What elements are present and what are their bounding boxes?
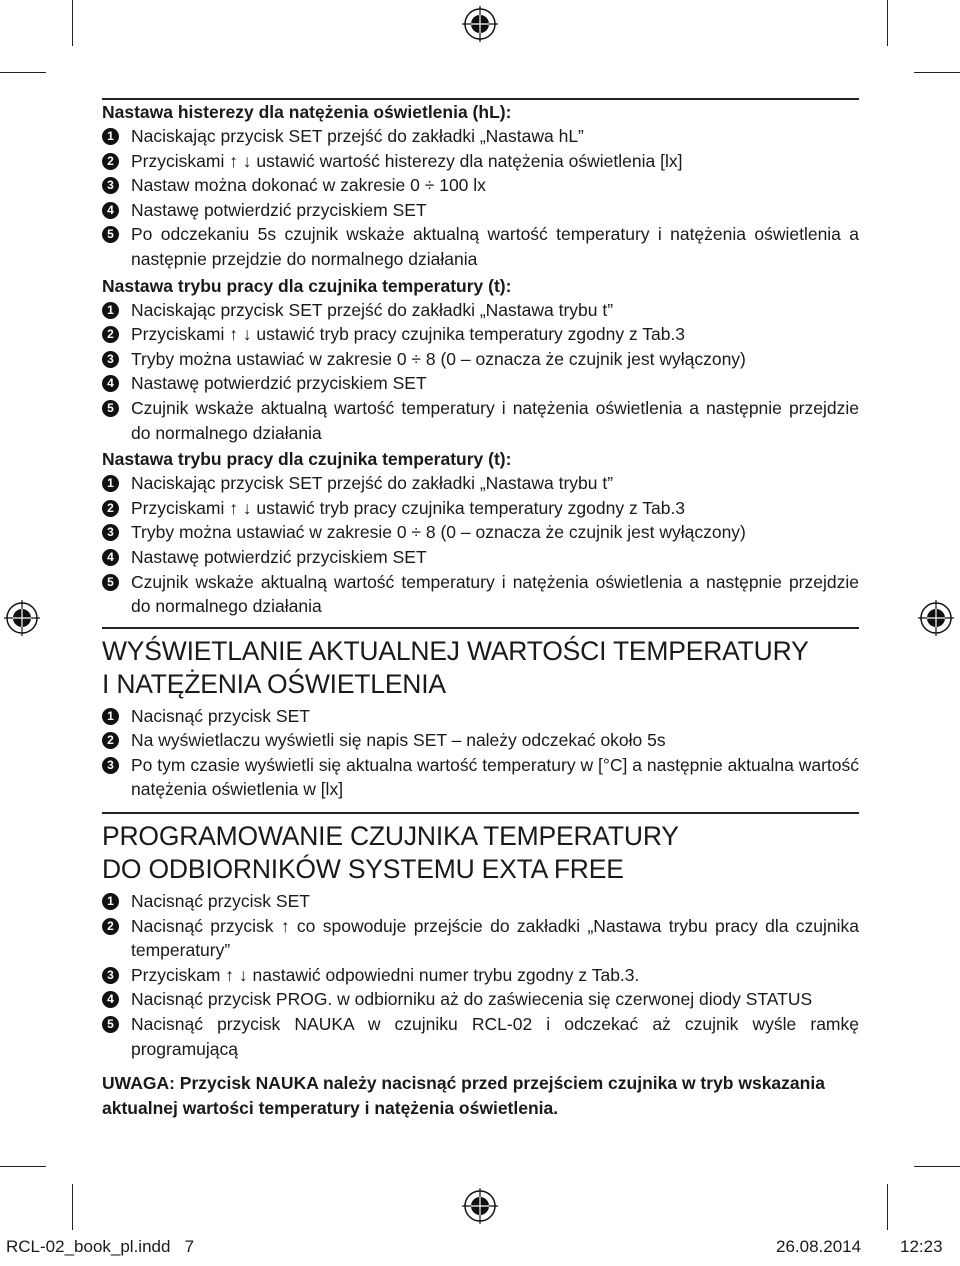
page-content: [102, 98, 859, 1120]
list-item-text: Nastawę potwierdzić przyciskiem SET: [131, 373, 427, 394]
list-item-text: Nacisnąć przycisk SET: [131, 891, 310, 912]
list-item: [102, 173, 859, 198]
list-item-text: Nastawę potwierdzić przyciskiem SET: [131, 199, 427, 220]
step-number-badge: 4: [102, 202, 119, 219]
list-item: [102, 124, 859, 149]
list-item: [102, 149, 859, 174]
list-item-text: Nacisnąć przycisk PROG. w odbiorniku aż do zaświecenia się czerwonej diody STATUS: [131, 989, 813, 1010]
list-item: [102, 198, 859, 223]
step-number-badge: 5: [102, 226, 119, 243]
step-number-badge: 1: [102, 128, 119, 145]
list-item: [102, 753, 859, 802]
list-item-text: Po odczekaniu 5s czujnik wskaże aktualną wartość temperatury i natężenia oświetlenia a następnie przejdzie do normalnego działania: [131, 224, 859, 269]
registration-mark-bottom-icon: [462, 1188, 498, 1224]
list-item-text: Nacisnąć przycisk NAUKA w czujniku RCL-02 i odczekać aż czujnik wyśle ramkę programującą: [131, 1014, 859, 1059]
list-item: [102, 496, 859, 521]
hl-section-title: Nastawa histerezy dla natężenia oświetlenia (hL):: [102, 102, 512, 122]
step-number-badge: 5: [102, 574, 119, 591]
list-item-text: Naciskając przycisk SET przejść do zakładki „Nastawa trybu t”: [131, 473, 614, 494]
step-number-badge: 2: [102, 918, 119, 935]
crop-mark-bottom-left-h: [0, 1166, 46, 1167]
step-number-badge: 4: [102, 549, 119, 566]
crop-mark-bottom-right: [887, 1184, 888, 1230]
list-item: [102, 222, 859, 271]
list-item: [102, 1012, 859, 1061]
list-item: [102, 298, 859, 323]
list-item-text: Naciskając przycisk SET przejść do zakładki „Nastawa hL”: [131, 126, 584, 146]
list-item: [102, 545, 859, 570]
crop-mark-top-left-h: [0, 72, 46, 73]
step-number-badge: 2: [102, 500, 119, 517]
list-item: [102, 704, 859, 729]
registration-mark-right-icon: [918, 600, 954, 636]
crop-mark-bottom-right-h: [914, 1166, 960, 1167]
list-item: [102, 889, 859, 914]
list-item: [102, 322, 859, 347]
step-number-badge: 4: [102, 991, 119, 1008]
list-item-text: Po tym czasie wyświetli się aktualna wartość temperatury w [°C] a następnie aktualna wartość natężenia oświetlenia w [lx]: [131, 754, 859, 800]
warning-note: UWAGA: Przycisk NAUKA należy nacisnąć przed przejściem czujnika w tryb wskazania aktualnej wartości temperatury i natężenia oświetlenia.: [102, 1073, 825, 1118]
mode-b-section-title: Nastawa trybu pracy dla czujnika temperatury (t):: [102, 449, 512, 470]
list-item-text: Tryby można ustawiać w zakresie 0 ÷ 8 (0 – oznacza że czujnik jest wyłączony): [131, 348, 746, 369]
list-item: [102, 987, 859, 1012]
crop-mark-top-left: [72, 0, 73, 46]
list-item: [102, 570, 859, 619]
list-item-text: Czujnik wskaże aktualną wartość temperatury i natężenia oświetlenia a następnie przejdzie do normalnego działania: [131, 571, 859, 617]
list-item: [102, 914, 859, 963]
section-divider: [102, 812, 859, 814]
step-number-badge: 2: [102, 153, 119, 170]
footer-time: 12:23: [900, 1237, 943, 1256]
list-item-text: Nastaw można dokonać w zakresie 0 ÷ 100 lx: [131, 175, 486, 196]
section-divider: [102, 627, 859, 629]
registration-mark-top-icon: [462, 6, 498, 42]
step-number-badge: 3: [102, 351, 119, 368]
step-number-badge: 4: [102, 375, 119, 392]
list-item-text: Nacisnąć przycisk SET: [131, 705, 310, 726]
list-item: [102, 520, 859, 545]
step-number-badge: 3: [102, 524, 119, 541]
step-number-badge: 2: [102, 326, 119, 343]
step-number-badge: 5: [102, 400, 119, 417]
list-item-text: Czujnik wskaże aktualną wartość temperatury i natężenia oświetlenia a następnie przejdzie do normalnego działania: [131, 397, 859, 443]
list-item: [102, 963, 859, 988]
list-item-text: Naciskając przycisk SET przejść do zakładki „Nastawa trybu t”: [131, 299, 614, 320]
list-item-text: Tryby można ustawiać w zakresie 0 ÷ 8 (0 – oznacza że czujnik jest wyłączony): [131, 522, 746, 543]
programming-section-heading: [102, 820, 859, 886]
step-number-badge: 1: [102, 708, 119, 725]
heading-line: I NATĘŻENIA OŚWIETLENIA: [102, 668, 446, 699]
list-item-text: Nastawę potwierdzić przyciskiem SET: [131, 546, 427, 567]
list-item: [102, 728, 859, 753]
list-item: [102, 471, 859, 496]
step-number-badge: 1: [102, 475, 119, 492]
step-number-badge: 3: [102, 967, 119, 984]
heading-line: PROGRAMOWANIE CZUJNIKA TEMPERATURY: [102, 821, 679, 852]
list-item-text: Na wyświetlaczu wyświetli się napis SET – należy odczekać około 5s: [131, 730, 666, 751]
list-item-text: Przyciskami ↑ ↓ ustawić tryb pracy czujnika temperatury zgodny z Tab.3: [131, 497, 686, 518]
crop-mark-top-right: [887, 0, 888, 46]
list-item: [102, 396, 859, 445]
footer-date: 26.08.2014: [776, 1237, 862, 1256]
crop-mark-top-right-h: [914, 72, 960, 73]
list-item-text: Przyciskam ↑ ↓ nastawić odpowiedni numer trybu zgodny z Tab.3.: [131, 964, 640, 985]
list-item-text: Przyciskami ↑ ↓ ustawić wartość histerezy dla natężenia oświetlenia [lx]: [131, 150, 683, 171]
step-number-badge: 1: [102, 893, 119, 910]
list-item: [102, 371, 859, 396]
step-number-badge: 5: [102, 1016, 119, 1033]
step-number-badge: 3: [102, 177, 119, 194]
mode-a-section-title: Nastawa trybu pracy dla czujnika temperatury (t):: [102, 275, 512, 296]
list-item-text: Nacisnąć przycisk ↑ co spowoduje przejście do zakładki „Nastawa trybu pracy dla czujnika temperatury”: [131, 915, 859, 961]
heading-line: WYŚWIETLANIE AKTUALNEJ WARTOŚCI TEMPERATURY: [102, 635, 809, 666]
footer-file-info: RCL-02_book_pl.indd 7: [6, 1237, 195, 1256]
list-item-text: Przyciskami ↑ ↓ ustawić tryb pracy czujnika temperatury zgodny z Tab.3: [131, 324, 686, 345]
step-number-badge: 3: [102, 757, 119, 774]
list-item: [102, 347, 859, 372]
step-number-badge: 2: [102, 732, 119, 749]
crop-mark-bottom-left: [72, 1184, 73, 1230]
display-section-heading: [102, 635, 859, 701]
heading-line: DO ODBIORNIKÓW SYSTEMU EXTA FREE: [102, 854, 624, 885]
registration-mark-left-icon: [4, 600, 40, 636]
step-number-badge: 1: [102, 302, 119, 319]
